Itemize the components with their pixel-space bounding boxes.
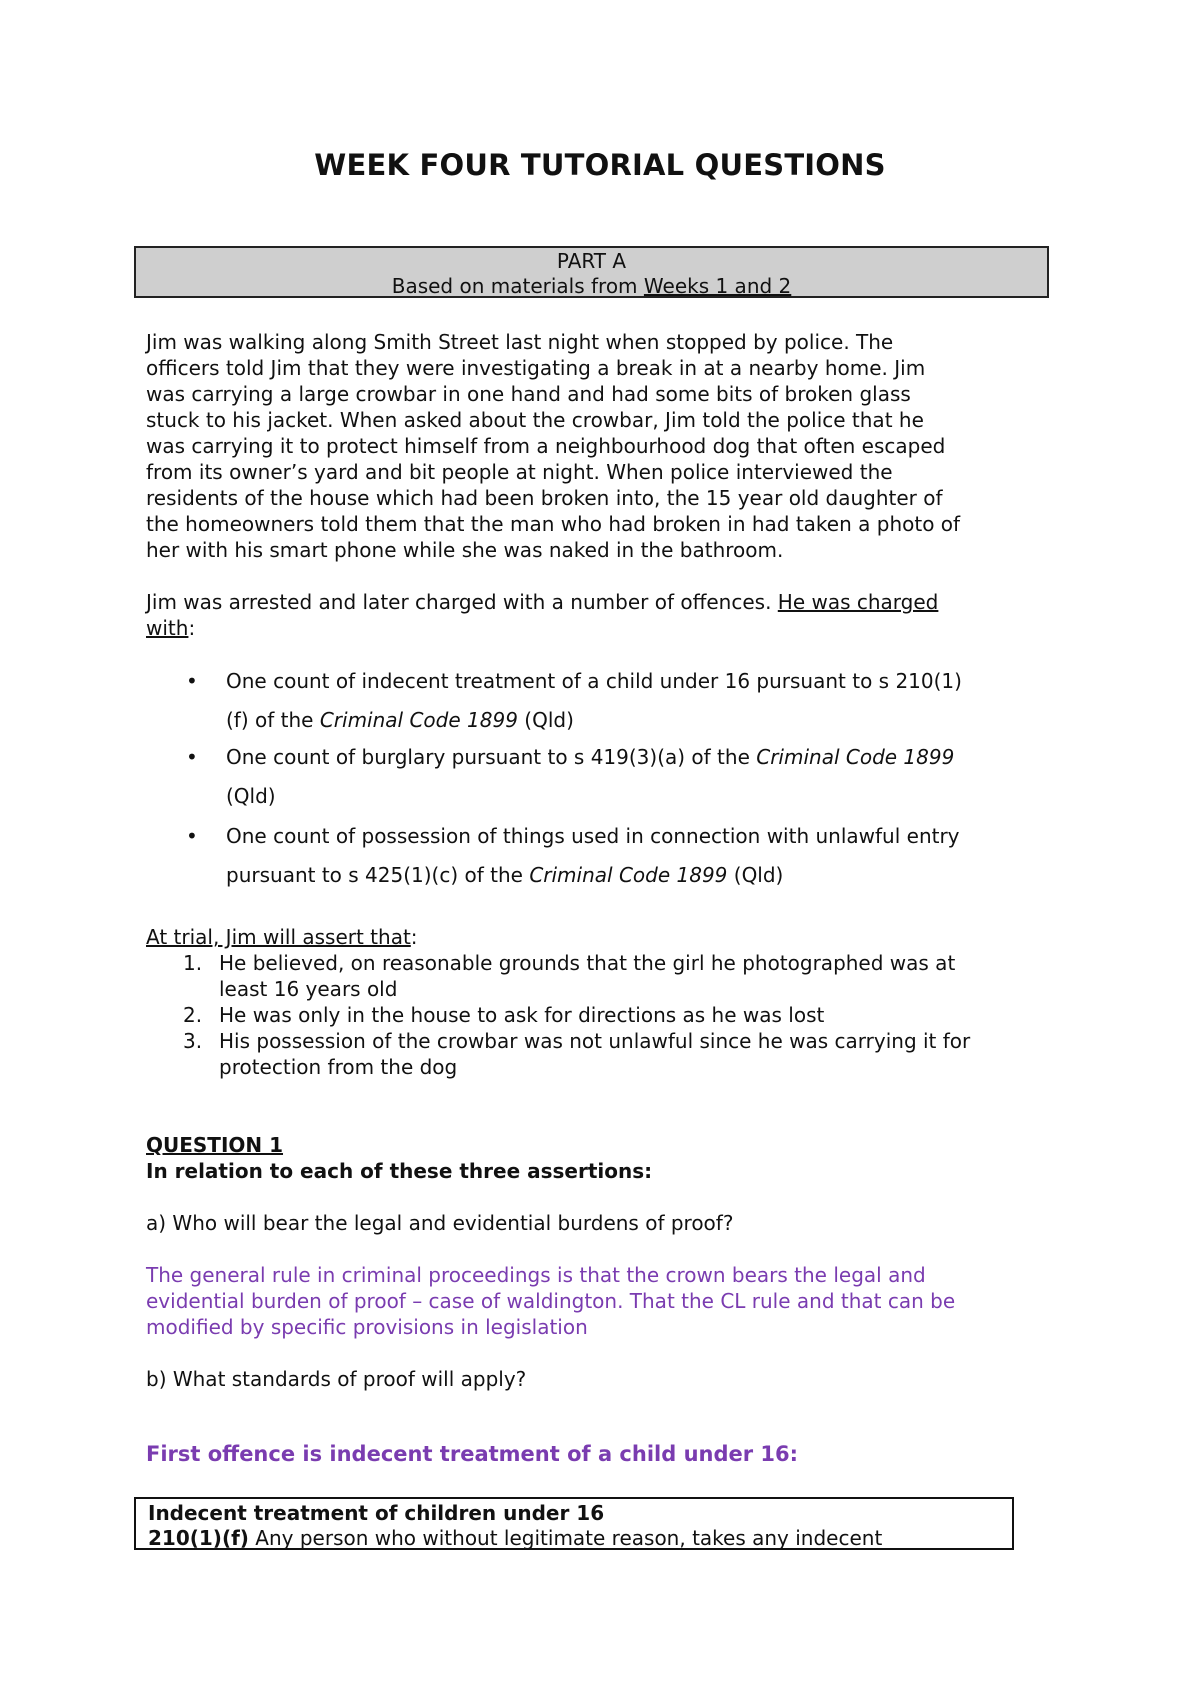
definition-box <box>134 1497 1014 1550</box>
assertion-number: 1. <box>183 951 203 975</box>
act-name: Criminal Code 1899 <box>319 708 518 732</box>
scenario-line: her with his smart phone while she was naked in the bathroom. <box>146 538 784 562</box>
charged-intro: Jim was arrested and later charged with a number of offences. <box>146 590 778 614</box>
part-a-based-text: Based on materials from <box>391 274 644 298</box>
charge-line <box>226 701 1066 740</box>
section-number: 210(1)(f) <box>148 1526 249 1550</box>
trial-section <box>146 924 1066 1080</box>
charged-line-2 <box>146 615 1066 641</box>
question-a: a) Who will bear the legal and evidential burdens of proof? <box>146 1211 734 1235</box>
charge-item <box>186 662 1066 740</box>
trial-heading: At trial, Jim will assert that <box>146 925 411 949</box>
bullet-icon: • <box>186 669 198 693</box>
assertion-item <box>146 1002 1066 1028</box>
question-b: b) What standards of proof will apply? <box>146 1367 527 1391</box>
charge-text: (f) of the <box>226 708 320 732</box>
scenario-line: from its owner’s yard and bit people at night. When police interviewed the <box>146 460 893 484</box>
bullet-icon: • <box>186 745 198 769</box>
act-name: Criminal Code 1899 <box>756 745 955 769</box>
charge-jurisdiction: (Qld) <box>727 863 784 887</box>
assertion-item <box>146 950 1066 1002</box>
act-name: Criminal Code 1899 <box>529 863 728 887</box>
question-1-subheading: In relation to each of these three assertions: <box>146 1159 653 1183</box>
definition-heading: Indecent treatment of children under 16 <box>148 1501 605 1525</box>
charge-line <box>226 738 1066 777</box>
charged-with-underlined-2: with <box>146 616 189 640</box>
charged-with-underlined: He was charged <box>777 590 939 614</box>
answer-line: The general rule in criminal proceedings is that the crown bears the legal and <box>146 1263 926 1287</box>
answer-line: modified by specific provisions in legislation <box>146 1315 588 1339</box>
charge-line: One count of indecent treatment of a child under 16 pursuant to s 210(1) <box>226 669 962 693</box>
assertion-line: protection from the dog <box>219 1055 458 1079</box>
part-a-subheading <box>136 274 1047 299</box>
scenario-line: officers told Jim that they were investigating a break in at a nearby home. Jim <box>146 356 926 380</box>
scenario-paragraph <box>146 329 1066 641</box>
scenario-line: Jim was walking along Smith Street last night when stopped by police. The <box>146 330 894 354</box>
charge-item <box>186 738 1066 816</box>
question-1-heading: QUESTION 1 <box>146 1133 284 1157</box>
assertion-line: He was only in the house to ask for directions as he was lost <box>219 1003 825 1027</box>
assertion-line: He believed, on reasonable grounds that the girl he photographed was at <box>219 951 956 975</box>
assertion-number: 3. <box>183 1029 203 1053</box>
part-a-box <box>134 246 1049 298</box>
charge-line: (Qld) <box>226 784 276 808</box>
question-1-section <box>146 1132 1066 1392</box>
page-title: WEEK FOUR TUTORIAL QUESTIONS <box>314 148 886 182</box>
scenario-line: residents of the house which had been broken into, the 15 year old daughter of <box>146 486 943 510</box>
charged-line <box>146 589 1066 615</box>
scenario-line: was carrying a large crowbar in one hand and had some bits of broken glass <box>146 382 911 406</box>
charge-item <box>186 817 1066 895</box>
assertion-line: least 16 years old <box>219 977 398 1001</box>
assertion-number: 2. <box>183 1003 203 1027</box>
charge-jurisdiction: (Qld) <box>517 708 574 732</box>
charge-text: pursuant to s 425(1)(c) of the <box>226 863 530 887</box>
charged-colon: : <box>188 616 196 640</box>
scenario-line: the homeowners told them that the man who had broken in had taken a photo of <box>146 512 961 536</box>
trial-colon: : <box>410 925 418 949</box>
answer-line: evidential burden of proof – case of waldington. That the CL rule and that can be <box>146 1289 956 1313</box>
trial-heading-line <box>146 924 1066 950</box>
scenario-line: was carrying it to protect himself from a neighbourhood dog that often escaped <box>146 434 946 458</box>
scenario-line: stuck to his jacket. When asked about the crowbar, Jim told the police that he <box>146 408 924 432</box>
definition-text-line <box>148 1526 1000 1550</box>
part-a-weeks-link: Weeks 1 and 2 <box>643 274 792 298</box>
definition-text: Any person who without legitimate reason, takes any indecent <box>248 1526 883 1550</box>
charge-line <box>226 856 1066 895</box>
assertion-line: His possession of the crowbar was not unlawful since he was carrying it for <box>219 1029 971 1053</box>
charges-list <box>186 662 1066 895</box>
first-offence-heading: First offence is indecent treatment of a child under 16: <box>146 1442 799 1466</box>
charge-text: One count of burglary pursuant to s 419(3)(a) of the <box>226 745 757 769</box>
assertion-item <box>146 1028 1066 1080</box>
bullet-icon: • <box>186 824 198 848</box>
part-a-heading: PART A <box>556 249 627 273</box>
charge-line: One count of possession of things used in connection with unlawful entry <box>226 824 960 848</box>
